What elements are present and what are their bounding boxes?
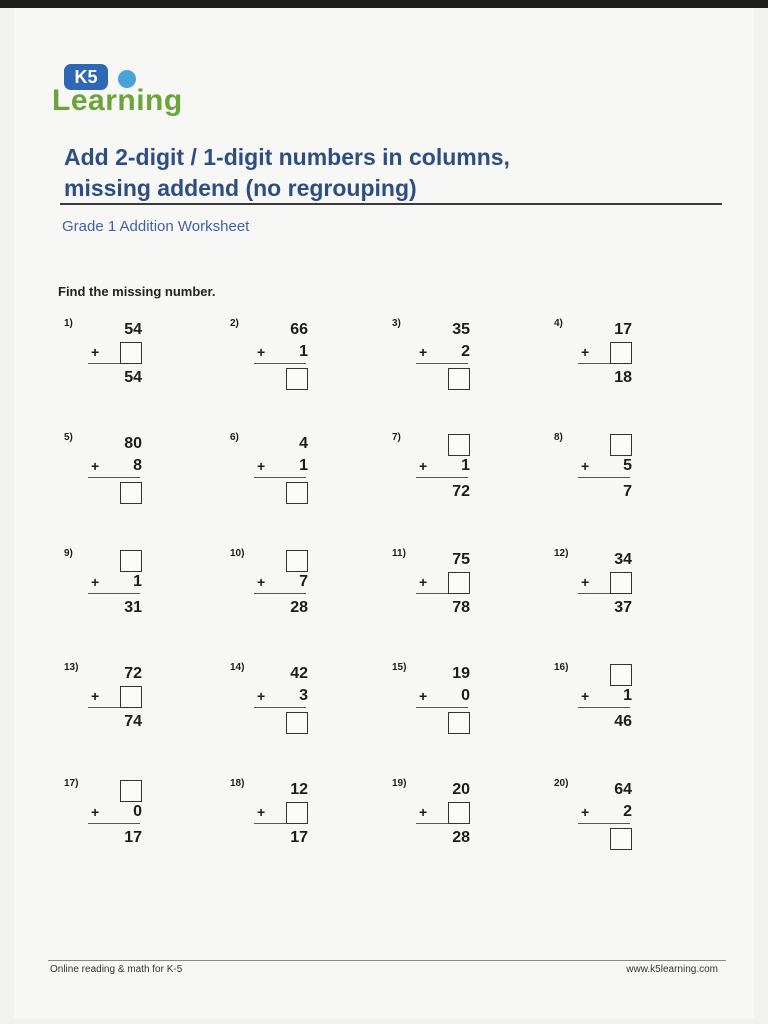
bottom-addend [426,454,470,478]
top-addend-value: 80 [124,435,142,452]
bottom-addend [98,454,142,478]
bottom-addend-blank [426,570,470,594]
bottom-addend [264,684,308,708]
problem-number: 9) [64,548,73,559]
sum [98,826,142,850]
bottom-addend-value: 5 [623,457,632,474]
top-addend-value: 72 [124,665,142,682]
top-addend [264,778,308,802]
top-addend [588,778,632,802]
plus-sign: + [419,804,428,820]
sum [264,596,308,620]
top-addend-blank [264,548,308,572]
problem-9 [64,548,184,644]
top-addend-value: 35 [452,321,470,338]
problem-number: 8) [554,432,563,443]
top-addend-value: 54 [124,321,142,338]
problem-7 [392,432,512,528]
plus-sign: + [91,688,100,704]
sum [98,366,142,390]
top-addend-value: 20 [452,781,470,798]
bottom-addend-value: 2 [623,803,632,820]
bottom-addend [98,570,142,594]
bottom-addend [588,454,632,478]
problem-8 [554,432,674,528]
top-addend [98,432,142,456]
top-addend [98,318,142,342]
sum [588,480,632,504]
top-addend-value: 66 [290,321,308,338]
sum [426,480,470,504]
top-addend [588,548,632,572]
top-addend-value: 19 [452,665,470,682]
top-addend [426,778,470,802]
problem-number: 17) [64,778,79,789]
problem-17 [64,778,184,874]
top-addend [426,318,470,342]
answer-box[interactable] [448,368,470,390]
logo-badge: K5 [64,64,108,90]
k5-learning-logo [48,58,198,120]
answer-box[interactable] [120,482,142,504]
bottom-addend-value: 0 [461,687,470,704]
bottom-addend-blank [264,800,308,824]
problem-number: 19) [392,778,407,789]
top-addend [264,662,308,686]
title-divider [60,203,722,205]
top-addend-value: 17 [614,321,632,338]
plus-sign: + [257,458,266,474]
top-border [0,0,768,8]
sum [98,710,142,734]
problem-number: 1) [64,318,73,329]
sum-value: 28 [452,829,470,846]
bottom-addend-value: 1 [299,343,308,360]
answer-box[interactable] [610,434,632,456]
plus-sign: + [419,574,428,590]
plus-sign: + [257,344,266,360]
sum-value: 54 [124,369,142,386]
top-addend-blank [588,432,632,456]
problem-number: 15) [392,662,407,673]
bottom-addend [98,800,142,824]
sum-value: 72 [452,483,470,500]
plus-sign: + [419,458,428,474]
plus-sign: + [581,574,590,590]
logo-wordmark: Learning [52,84,183,117]
problem-11 [392,548,512,644]
sum-value: 78 [452,599,470,616]
answer-box[interactable] [286,802,308,824]
worksheet-title [64,142,664,204]
problem-1 [64,318,184,414]
top-addend [98,662,142,686]
top-addend-value: 64 [614,781,632,798]
bottom-addend [264,340,308,364]
top-addend [426,548,470,572]
problem-number: 14) [230,662,245,673]
answer-box[interactable] [448,434,470,456]
plus-sign: + [419,688,428,704]
problem-number: 3) [392,318,401,329]
problem-20 [554,778,674,874]
problem-4 [554,318,674,414]
plus-sign: + [91,804,100,820]
answer-box[interactable] [448,802,470,824]
sum [588,596,632,620]
answer-box[interactable] [448,572,470,594]
sum-blank [426,366,470,390]
problem-number: 6) [230,432,239,443]
problem-number: 5) [64,432,73,443]
bottom-addend [264,570,308,594]
problem-13 [64,662,184,758]
problem-number: 13) [64,662,79,673]
bottom-addend [588,684,632,708]
bottom-addend-blank [98,340,142,364]
title-line-1: Add 2-digit / 1-digit numbers in columns, [64,144,510,170]
bottom-addend-value: 1 [623,687,632,704]
top-addend-blank [98,548,142,572]
sum [588,366,632,390]
problem-number: 10) [230,548,245,559]
plus-sign: + [91,458,100,474]
sum-value: 7 [623,483,632,500]
answer-box[interactable] [610,664,632,686]
plus-sign: + [581,688,590,704]
sum-value: 17 [290,829,308,846]
sum [426,826,470,850]
answer-box[interactable] [120,686,142,708]
bottom-addend-value: 2 [461,343,470,360]
answer-box[interactable] [120,780,142,802]
bottom-addend-blank [588,340,632,364]
answer-box[interactable] [286,368,308,390]
plus-sign: + [581,804,590,820]
problem-number: 12) [554,548,569,559]
top-addend-blank [426,432,470,456]
top-addend-value: 34 [614,551,632,568]
sum-value: 37 [614,599,632,616]
problem-19 [392,778,512,874]
bottom-addend-blank [98,684,142,708]
worksheet-subtitle: Grade 1 Addition Worksheet [62,218,250,235]
plus-sign: + [581,458,590,474]
answer-box[interactable] [120,342,142,364]
problem-6 [230,432,350,528]
bottom-addend-value: 1 [133,573,142,590]
title-line-2: missing addend (no regrouping) [64,175,417,201]
problem-16 [554,662,674,758]
plus-sign: + [91,344,100,360]
plus-sign: + [257,688,266,704]
problem-number: 18) [230,778,245,789]
answer-box[interactable] [448,712,470,734]
problem-number: 2) [230,318,239,329]
top-addend-value: 75 [452,551,470,568]
bottom-addend-blank [426,800,470,824]
bottom-addend-value: 8 [133,457,142,474]
bottom-addend [588,800,632,824]
top-addend-value: 4 [299,435,308,452]
sum-value: 28 [290,599,308,616]
problem-number: 7) [392,432,401,443]
problem-number: 20) [554,778,569,789]
bottom-addend-value: 7 [299,573,308,590]
bottom-addend [426,684,470,708]
problem-number: 11) [392,548,406,559]
top-addend [426,662,470,686]
sum [264,826,308,850]
bottom-addend-blank [588,570,632,594]
problem-3 [392,318,512,414]
plus-sign: + [257,804,266,820]
answer-box[interactable] [286,712,308,734]
problem-10 [230,548,350,644]
answer-box[interactable] [610,828,632,850]
sum [588,710,632,734]
footer-divider [48,960,726,961]
plus-sign: + [581,344,590,360]
top-addend-blank [588,662,632,686]
sum-blank [264,480,308,504]
top-addend [264,432,308,456]
top-addend-value: 12 [290,781,308,798]
bottom-addend-value: 3 [299,687,308,704]
problem-14 [230,662,350,758]
sum-blank [426,710,470,734]
problem-number: 16) [554,662,569,673]
problem-number: 4) [554,318,563,329]
sum-value: 74 [124,713,142,730]
problem-15 [392,662,512,758]
sum-blank [264,366,308,390]
sum-value: 31 [124,599,142,616]
sum-value: 18 [614,369,632,386]
problem-12 [554,548,674,644]
answer-box[interactable] [610,342,632,364]
problem-2 [230,318,350,414]
answer-box[interactable] [286,482,308,504]
sum-blank [264,710,308,734]
plus-sign: + [91,574,100,590]
answer-box[interactable] [286,550,308,572]
answer-box[interactable] [610,572,632,594]
problem-5 [64,432,184,528]
sum-value: 17 [124,829,142,846]
instructions: Find the missing number. [58,284,216,299]
top-addend [264,318,308,342]
footer-url: www.k5learning.com [626,964,718,975]
problem-18 [230,778,350,874]
plus-sign: + [257,574,266,590]
bottom-addend-value: 1 [299,457,308,474]
top-addend-value: 42 [290,665,308,682]
sum-blank [98,480,142,504]
bottom-addend [264,454,308,478]
bottom-addend-value: 1 [461,457,470,474]
footer-tagline: Online reading & math for K-5 [50,964,183,975]
bottom-addend [426,340,470,364]
sum [426,596,470,620]
sum [98,596,142,620]
top-addend [588,318,632,342]
bottom-addend-value: 0 [133,803,142,820]
sum-value: 46 [614,713,632,730]
top-addend-blank [98,778,142,802]
answer-box[interactable] [120,550,142,572]
plus-sign: + [419,344,428,360]
sum-blank [588,826,632,850]
